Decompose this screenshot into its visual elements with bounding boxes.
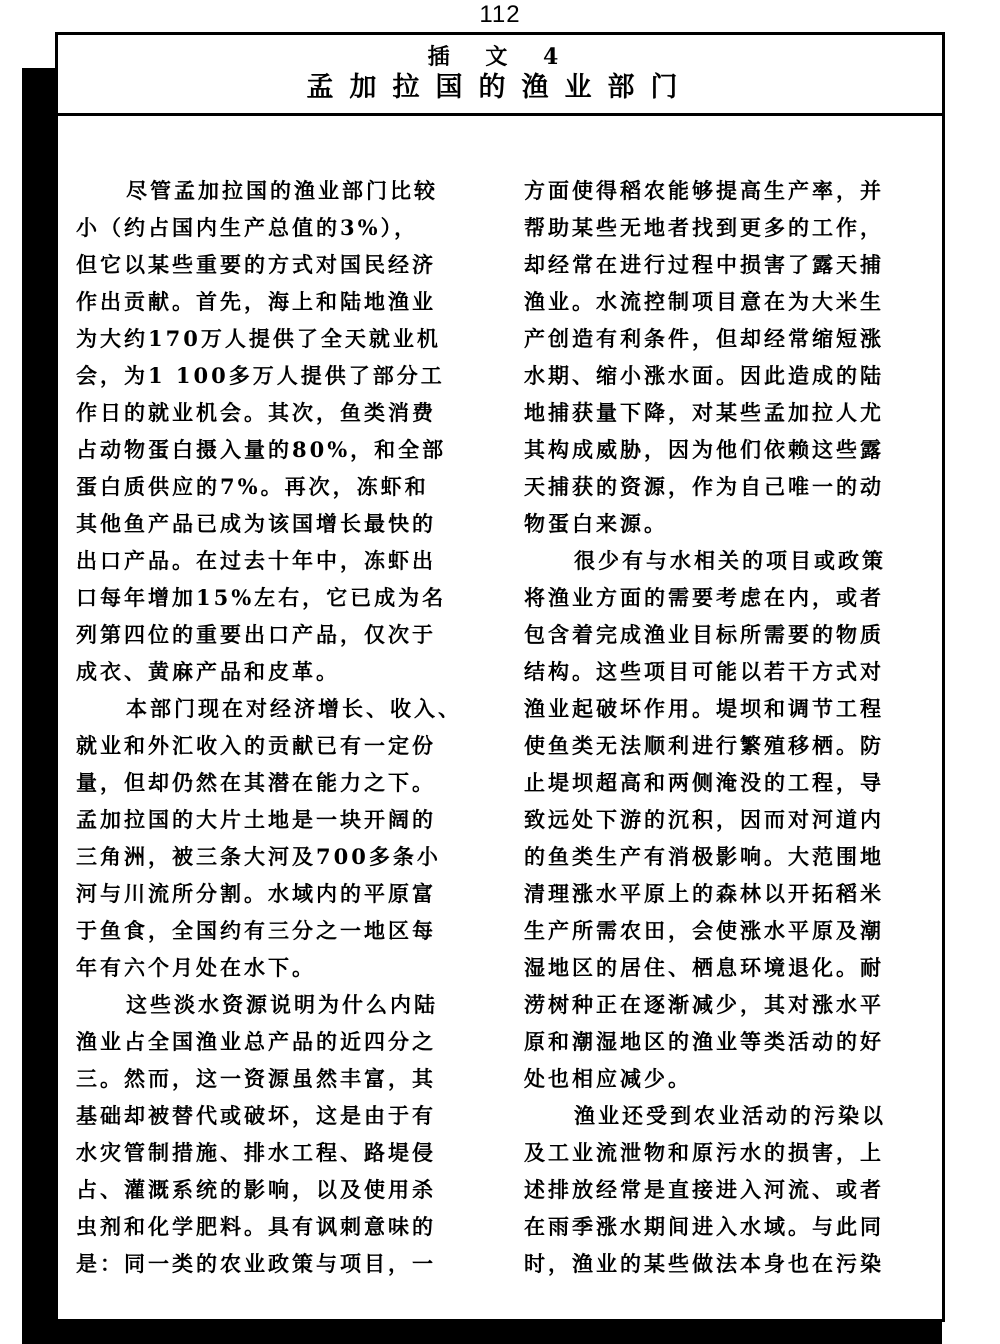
- text-line: 蛋白质供应的7%。再次，冻虾和: [76, 474, 429, 499]
- insert-header: [58, 35, 942, 116]
- text-line: 天捕获的资源，作为自己唯一的动: [524, 474, 884, 499]
- text-line: 为大约170万人提供了全天就业机: [76, 326, 441, 351]
- text-line: 的鱼类生产有消极影响。大范围地: [524, 844, 884, 869]
- text-line: 及工业流泄物和原污水的损害，上: [524, 1140, 884, 1165]
- text-line: 成衣、黄麻产品和皮革。: [76, 659, 340, 684]
- text-line: 三角洲，被三条大河及700多条小: [76, 844, 441, 869]
- text-line: 列第四位的重要出口产品，仅次于: [76, 622, 436, 647]
- text-line: 处也相应减少。: [524, 1066, 692, 1091]
- text-line: 本部门现在对经济增长、收入、: [126, 696, 462, 721]
- text-line: 水灾管制措施、排水工程、路堤侵: [76, 1140, 436, 1165]
- text-line: 口每年增加15%左右，它已成为名: [76, 585, 447, 610]
- text-line: 包含着完成渔业目标所需要的物质: [524, 622, 884, 647]
- text-line: 致远处下游的沉积，因而对河道内: [524, 807, 884, 832]
- text-line: 产创造有利条件，但却经常缩短涨: [524, 326, 884, 351]
- text-line: 止堤坝超高和两侧淹没的工程，导: [524, 770, 884, 795]
- text-line: 生产所需农田，会使涨水平原及潮: [524, 918, 884, 943]
- text-line: 清理涨水平原上的森林以开拓稻米: [524, 881, 884, 906]
- page-number: 112: [479, 1, 521, 28]
- text-line: 尽管孟加拉国的渔业部门比较: [126, 178, 438, 203]
- text-line: 水期、缩小涨水面。因此造成的陆: [524, 363, 884, 388]
- text-line: 作日的就业机会。其次，鱼类消费: [76, 400, 436, 425]
- text-line: 占、灌溉系统的影响，以及使用杀: [76, 1177, 436, 1202]
- insert-box: [55, 32, 945, 1322]
- text-line: 小（约占国内生产总值的3%），: [76, 215, 419, 240]
- text-line: 原和潮湿地区的渔业等类活动的好: [524, 1029, 884, 1054]
- text-line: 其他鱼产品已成为该国增长最快的: [76, 511, 436, 536]
- text-line: 在雨季涨水期间进入水域。与此同: [524, 1214, 884, 1239]
- text-line: 却经常在进行过程中损害了露天捕: [524, 252, 884, 277]
- text-line: 虫剂和化学肥料。具有讽刺意味的: [76, 1214, 436, 1239]
- text-line: 作出贡献。首先，海上和陆地渔业: [76, 289, 436, 314]
- text-line: 年有六个月处在水下。: [76, 955, 316, 980]
- text-line: 渔业。水流控制项目意在为大米生: [524, 289, 884, 314]
- text-line: 量，但却仍然在其潜在能力之下。: [76, 770, 436, 795]
- insert-label: 插 文 4: [427, 44, 573, 70]
- text-line: 物蛋白来源。: [524, 511, 668, 536]
- text-line: 渔业起破坏作用。堤坝和调节工程: [524, 696, 884, 721]
- text-line: 就业和外汇收入的贡献已有一定份: [76, 733, 436, 758]
- text-line: 占动物蛋白摄入量的80%，和全部: [76, 437, 447, 462]
- insert-title: 孟加拉国的渔业部门: [306, 72, 694, 103]
- text-line: 这些淡水资源说明为什么内陆: [126, 992, 438, 1017]
- text-line: 帮助某些无地者找到更多的工作，: [524, 215, 884, 240]
- text-line: 渔业还受到农业活动的污染以: [574, 1103, 886, 1128]
- text-line: 地捕获量下降，对某些孟加拉人尤: [524, 400, 884, 425]
- text-line: 但它以某些重要的方式对国民经济: [76, 252, 436, 277]
- text-line: 出口产品。在过去十年中，冻虾出: [76, 548, 436, 573]
- text-line: 述排放经常是直接进入河流、或者: [524, 1177, 884, 1202]
- text-line: 孟加拉国的大片土地是一块开阔的: [76, 807, 436, 832]
- text-line: 于鱼食，全国约有三分之一地区每: [76, 918, 436, 943]
- text-line: 将渔业方面的需要考虑在内，或者: [524, 585, 884, 610]
- text-line: 方面使得稻农能够提高生产率，并: [524, 178, 884, 203]
- text-line: 三。然而，这一资源虽然丰富，其: [76, 1066, 436, 1091]
- text-line: 结构。这些项目可能以若干方式对: [524, 659, 884, 684]
- text-line: 其构成威胁，因为他们依赖这些露: [524, 437, 884, 462]
- left-column: [76, 172, 471, 1282]
- text-line: 很少有与水相关的项目或政策: [574, 548, 886, 573]
- text-line: 时，渔业的某些做法本身也在污染: [524, 1251, 884, 1276]
- text-line: 河与川流所分割。水域内的平原富: [76, 881, 436, 906]
- text-line: 涝树种正在逐渐减少，其对涨水平: [524, 992, 884, 1017]
- text-line: 基础却被替代或破坏，这是由于有: [76, 1103, 436, 1128]
- text-line: 使鱼类无法顺利进行繁殖移栖。防: [524, 733, 884, 758]
- right-column: [524, 172, 919, 1282]
- text-line: 会，为1 100多万人提供了部分工: [76, 363, 445, 388]
- text-line: 渔业占全国渔业总产品的近四分之: [76, 1029, 436, 1054]
- text-line: 湿地区的居住、栖息环境退化。耐: [524, 955, 884, 980]
- text-line: 是：同一类的农业政策与项目，一: [76, 1251, 436, 1276]
